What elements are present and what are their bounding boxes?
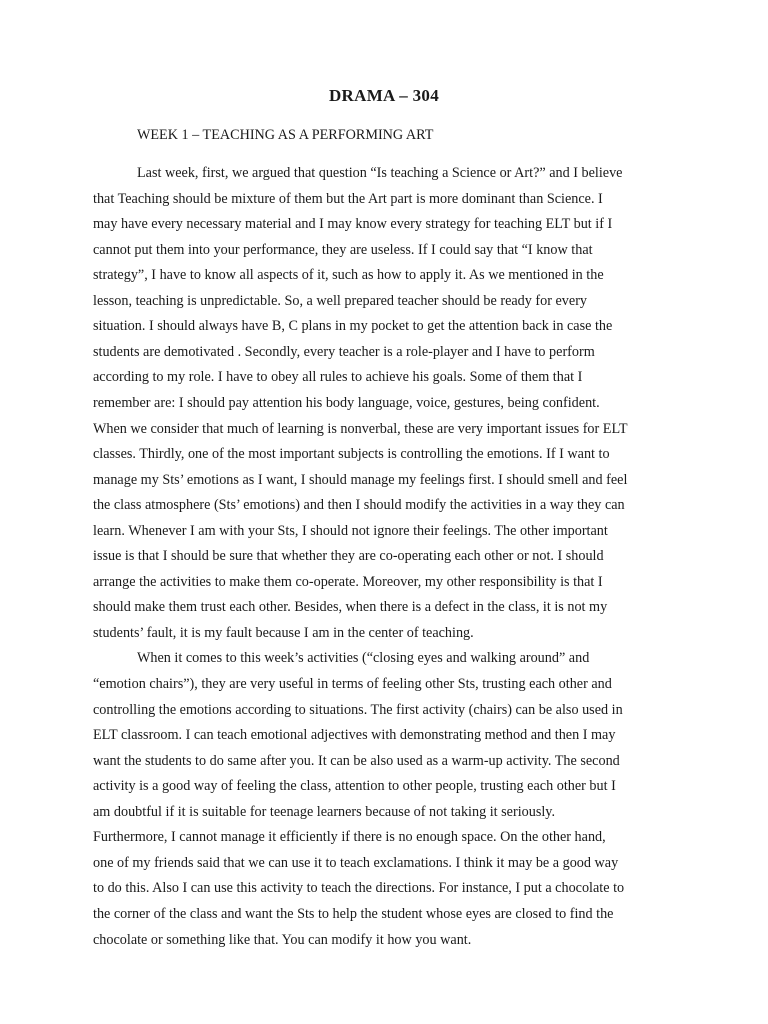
text-line: strategy”, I have to know all aspects of it, such as how to apply it. As we mentioned in the [93, 267, 604, 284]
text-line: Last week, first, we argued that question “Is teaching a Science or Art?” and I believe [137, 165, 623, 181]
text-line: classes. Thirdly, one of the most important subjects is controlling the emotions. If I want to [93, 446, 610, 463]
document-subtitle: WEEK 1 – TEACHING AS A PERFORMING ART [137, 127, 434, 143]
text-line: want the students to do same after you. It can be also used as a warm-up activity. The second [93, 752, 620, 769]
text-line: students are demotivated . Secondly, every teacher is a role-player and I have to perform [93, 343, 595, 360]
text-line: manage my Sts’ emotions as I want, I should manage my feelings first. I should smell and feel [93, 471, 628, 488]
text-line: that Teaching should be mixture of them but the Art part is more dominant than Science. I [93, 190, 603, 207]
text-line: one of my friends said that we can use it to teach exclamations. I think it may be a good way [93, 854, 619, 871]
text-line: cannot put them into your performance, they are useless. If I could say that “I know that [93, 241, 593, 258]
text-line: lesson, teaching is unpredictable. So, a well prepared teacher should be ready for every [93, 292, 588, 309]
text-line: controlling the emotions according to situations. The first activity (chairs) can be also used in [93, 701, 623, 718]
text-line: the corner of the class and want the Sts to help the student whose eyes are closed to find the [93, 905, 614, 922]
text-line: Furthermore, I cannot manage it efficiently if there is no enough space. On the other hand, [93, 829, 606, 846]
text-line: arrange the activities to make them co-operate. Moreover, my other responsibility is that I [93, 573, 603, 590]
text-line: ELT classroom. I can teach emotional adjectives with demonstrating method and then I may [93, 727, 616, 744]
text-line: activity is a good way of feeling the class, attention to other people, trusting each other but I [93, 778, 616, 795]
text-line: to do this. Also I can use this activity to teach the directions. For instance, I put a chocolate to [93, 880, 625, 897]
text-line: When it comes to this week’s activities (“closing eyes and walking around” and [137, 650, 590, 667]
text-line: issue is that I should be sure that whether they are co-operating each other or not. I should [93, 548, 604, 565]
text-line: am doubtful if it is suitable for teenage learners because of not taking it seriously. [93, 803, 556, 820]
text-line: the class atmosphere (Sts’ emotions) and then I should modify the activities in a way they can [93, 497, 625, 514]
document-title: DRAMA – 304 [328, 86, 439, 105]
text-line: according to my role. I have to obey all rules to achieve his goals. Some of them that I [93, 369, 583, 386]
text-line: chocolate or something like that. You can modify it how you want. [93, 931, 472, 948]
text-line: learn. Whenever I am with your Sts, I should not ignore their feelings. The other important [93, 522, 608, 539]
text-line: When we consider that much of learning is nonverbal, these are very important issues for ELT [93, 420, 628, 437]
text-line: remember are: I should pay attention his body language, voice, gestures, being confident. [93, 394, 600, 411]
text-line: should make them trust each other. Besides, when there is a defect in the class, it is not my [93, 599, 608, 616]
text-line: may have every necessary material and I may know every strategy for teaching ELT but if I [93, 216, 613, 233]
text-line: “emotion chairs”), they are very useful in terms of feeling other Sts, trusting each other and [93, 676, 612, 692]
text-line: situation. I should always have B, C plans in my pocket to get the attention back in case the [93, 318, 613, 335]
text-line: students’ fault, it is my fault because I am in the center of teaching. [93, 624, 474, 641]
